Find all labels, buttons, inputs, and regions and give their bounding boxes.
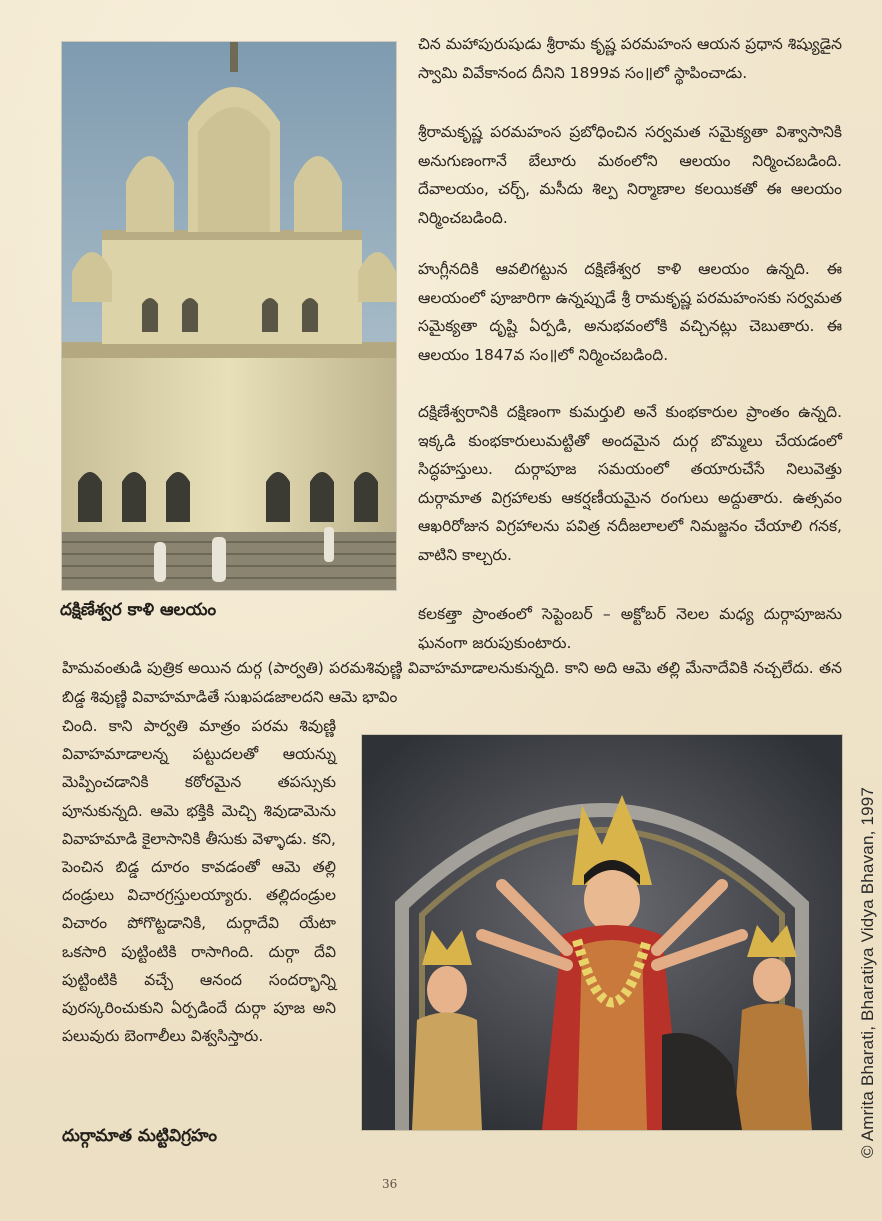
copyright-notice: © Amrita Bharati, Bharatiya Vidya Bhavan, 1997	[858, 786, 877, 1158]
paragraph-durga-story-continued: చింది. కాని పార్వతి మాత్రం పరమ శివుణ్ణి వివాహమాడాలన్న పట్టుదలతో ఆయన్ను మెప్పించడానికి కఠోరమైన తపస్సుకు పూనుకున్నది. ఆమె భక్తికి మెచ్చి శివుడామెను వివాహమాడి కైలాసానికి తీసుకు వెళ్ళాడు. కని, పెంచిన బిడ్డ దూరం కావడంతో ఆమె తల్లి దండ్రులు విచారగ్రస్తులయ్యారు. తల్లిదండ్రుల విచారం పోగొట్టడానికి, దుర్గాదేవి యేటా ఒకసారి పుట్టింటికి రాసాగింది. దుర్గా దేవి పుట్టింటికి వచ్చే ఆనంద సందర్భాన్ని పురస్కరించుకుని ఏర్పడిందే దుర్గా పూజ అని పలువురు బెంగాలీలు విశ్వసిస్తారు.	[62, 717, 336, 1046]
paragraph-durga-puja-season: కలకత్తా ప్రాంతంలో సెప్టెంబర్ – అక్టోబర్ నెలల మధ్య దుర్గాపూజను ఘనంగా జరుపుకుంటారు.	[418, 605, 842, 652]
paragraph-kumartuli: దక్షిణేశ్వరానికి దక్షిణంగా కుమర్తులి అనే కుంభకారుల ప్రాంతం ఉన్నది. ఇక్కడి కుంభకారులుమట్టితో అందమైన దుర్గ బొమ్మలు చేయడంలో సిద్ధహస్తులు. దుర్గాపూజ సమయంలో తయారుచేసే నిలువెత్తు దుర్గామాత విగ్రహాలకు ఆకర్షణీయమైన రంగులు అద్దుతారు. ఉత్సవం ఆఖరిరోజున విగ్రహాలను పవిత్ర నదీజలాలలో నిమజ్జనం చేయాలి గనక, వాటిని కాల్చరు.	[418, 403, 842, 564]
durga-idol-photo	[362, 735, 842, 1130]
paragraph-durga-story: హిమవంతుడి పుత్రిక అయిన దుర్గ (పార్వతి) పరమశివుణ్ణి వివాహమాడాలనుకున్నది. కాని అది ఆమె తల్లి మేనాదేవికి నచ్చలేదు. తన బిడ్డ శివుణ్ణి వివాహమాడితే సుఖపడజాలదని ఆమె భావిం	[62, 659, 842, 706]
durga-illustration	[362, 735, 842, 1130]
temple-caption: దక్షిణేశ్వర కాళి ఆలయం	[60, 600, 217, 620]
paragraph-religious-harmony: శ్రీరామకృష్ణ పరమహంస ప్రబోధించిన సర్వమత సమైక్యతా విశ్వాసానికి అనుగుణంగానే బేలూరు మఠంలోని ఆలయం నిర్మించబడింది. దేవాలయం, చర్చ్, మసీదు శిల్ప నిర్మాణాల కలయికతో ఈ ఆలయం నిర్మించబడింది.	[418, 123, 842, 227]
temple-photo	[62, 42, 396, 590]
temple-illustration	[62, 42, 396, 590]
paragraph-belur-math: చిన మహాపురుషుడు శ్రీరామ కృష్ణ పరమహంస ఆయన ప్రధాన శిష్యుడైన స్వామి వివేకానంద దీనిని 1899వ సం॥లో స్థాపించాడు.	[418, 35, 842, 82]
durga-caption: దుర్గామాత మట్టివిగ్రహం	[62, 1126, 217, 1146]
page-number: 36	[382, 1177, 398, 1191]
paragraph-dakshineswar: హుగ్లీనదికి ఆవలిగట్టున దక్షిణేశ్వర కాళి ఆలయం ఉన్నది. ఈ ఆలయంలో పూజారిగా ఉన్నప్పుడే శ్రీ రామకృష్ణ పరమహంసకు సర్వమత సమైక్యతా దృష్టి ఏర్పడి, అనుభవంలోకి వచ్చినట్లు చెబుతారు. ఈ ఆలయం 1847వ సం॥లో నిర్మించబడింది.	[418, 260, 842, 364]
